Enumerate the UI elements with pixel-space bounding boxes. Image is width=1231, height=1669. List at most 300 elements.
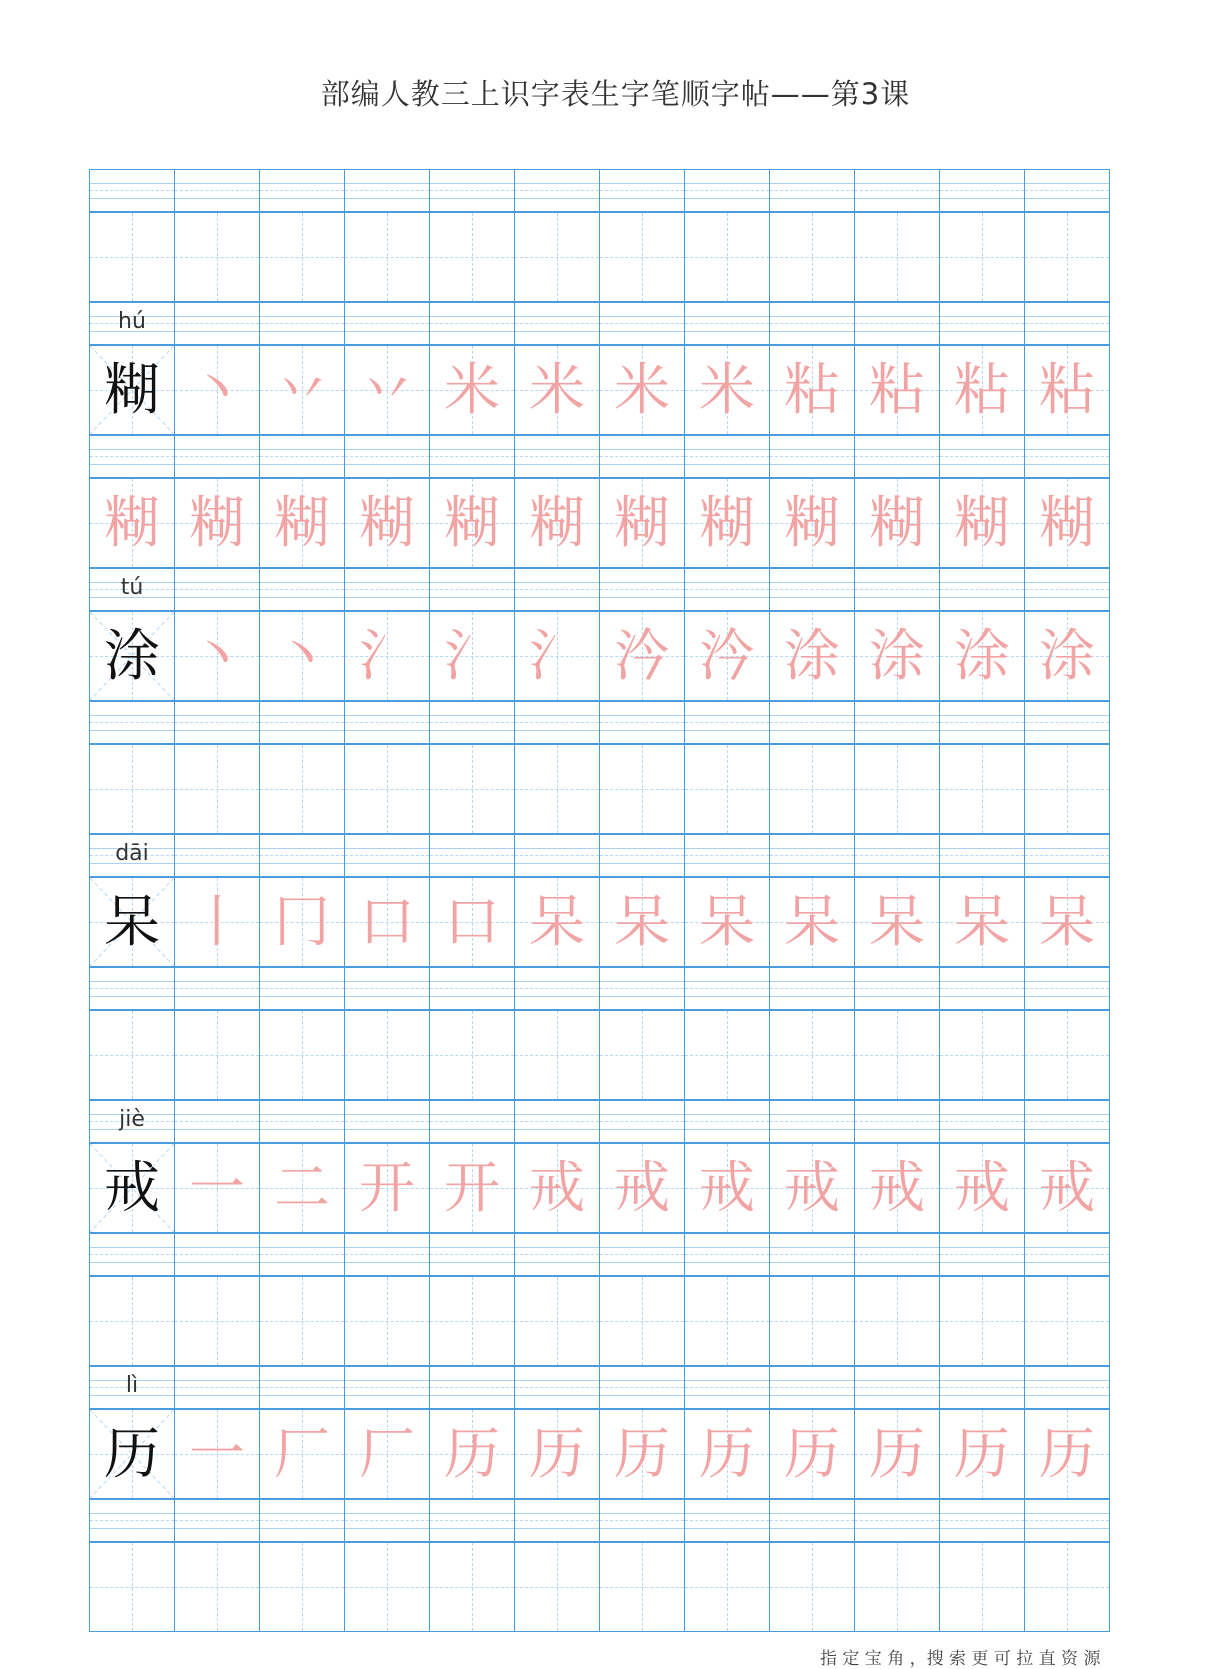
footer-note: 指 定 宝 角 ，搜 索 更 可 拉 直 资 源 (820, 1649, 1101, 1669)
tianzige-cell[interactable] (854, 877, 940, 967)
stroke-step-character: 丷 (274, 358, 330, 423)
tianzige-cell[interactable] (769, 345, 855, 435)
tianzige-cell[interactable] (259, 1276, 345, 1366)
tianzige-cell[interactable] (684, 744, 770, 834)
pinyin-cell (769, 1233, 855, 1276)
tianzige-cell[interactable] (344, 1010, 430, 1100)
pinyin-cell (259, 1499, 345, 1542)
tianzige-cell[interactable] (514, 1409, 600, 1499)
pinyin-row (90, 1367, 1132, 1410)
tianzige-cell[interactable] (599, 345, 685, 435)
pinyin-cell (344, 435, 430, 478)
practice-grid (90, 170, 1132, 1633)
tianzige-cell[interactable] (344, 1409, 430, 1499)
tianzige-cell[interactable] (939, 1276, 1025, 1366)
tianzige-cell[interactable] (854, 744, 940, 834)
stroke-step-character: 历 (1039, 1422, 1095, 1487)
stroke-step-character: 历 (699, 1422, 755, 1487)
page-title: 部编人教三上识字表生字笔顺字帖——第3课 (320, 77, 911, 111)
stroke-step-character: 丷 (359, 358, 415, 423)
practice-row (90, 1277, 1132, 1367)
pinyin-cell (684, 701, 770, 744)
trace-character: 糊 (529, 491, 585, 556)
stroke-step-character: 米 (529, 358, 585, 423)
pinyin-cell (89, 435, 175, 478)
tianzige-cell[interactable] (854, 1143, 940, 1233)
tianzige-cell[interactable] (429, 345, 515, 435)
tianzige-cell[interactable] (514, 345, 600, 435)
tianzige-cell[interactable] (514, 1542, 600, 1632)
stroke-step-character: 戒 (614, 1156, 670, 1221)
stroke-step-character: 口 (444, 890, 500, 955)
pinyin-cell (259, 1366, 345, 1409)
tianzige-cell[interactable] (344, 744, 430, 834)
tianzige-cell[interactable] (174, 212, 260, 302)
tianzige-cell[interactable] (89, 1143, 175, 1233)
tianzige-cell[interactable] (769, 478, 855, 568)
stroke-step-character: 呆 (1039, 890, 1095, 955)
practice-row (90, 479, 1132, 569)
pinyin-cell (1024, 834, 1110, 877)
tianzige-cell[interactable] (514, 1143, 600, 1233)
tianzige-cell[interactable] (769, 1409, 855, 1499)
tianzige-cell[interactable] (854, 1409, 940, 1499)
tianzige-cell[interactable] (89, 1010, 175, 1100)
pinyin-cell (429, 169, 515, 212)
tianzige-cell[interactable] (769, 1143, 855, 1233)
pinyin-cell (344, 701, 430, 744)
pinyin-cell (769, 169, 855, 212)
stroke-step-character: 戒 (784, 1156, 840, 1221)
tianzige-cell[interactable] (174, 877, 260, 967)
tianzige-cell[interactable] (89, 345, 175, 435)
pinyin-cell (769, 701, 855, 744)
pinyin-cell (429, 435, 515, 478)
model-character: 涂 (104, 624, 160, 689)
tianzige-cell[interactable] (684, 212, 770, 302)
tianzige-cell[interactable] (89, 212, 175, 302)
pinyin-row (90, 170, 1132, 213)
tianzige-cell[interactable] (769, 212, 855, 302)
tianzige-cell[interactable] (684, 877, 770, 967)
pinyin-cell (854, 1499, 940, 1542)
pinyin-cell (89, 1233, 175, 1276)
pinyin-cell (599, 834, 685, 877)
practice-row (90, 745, 1132, 835)
pinyin-cell (89, 967, 175, 1010)
pinyin-cell (939, 967, 1025, 1010)
stroke-step-character: 汵 (699, 624, 755, 689)
pinyin-cell (684, 169, 770, 212)
pinyin-cell (514, 967, 600, 1010)
pinyin-cell (174, 169, 260, 212)
tianzige-cell[interactable] (684, 611, 770, 701)
pinyin-cell (599, 568, 685, 611)
tianzige-cell[interactable] (429, 1409, 515, 1499)
tianzige-cell[interactable] (259, 1409, 345, 1499)
tianzige-cell[interactable] (429, 611, 515, 701)
pinyin-cell (769, 1100, 855, 1143)
tianzige-cell[interactable] (174, 744, 260, 834)
tianzige-cell[interactable] (344, 478, 430, 568)
tianzige-cell[interactable] (174, 1276, 260, 1366)
tianzige-cell[interactable] (344, 1542, 430, 1632)
stroke-step-character: 冂 (274, 890, 330, 955)
stroke-step-character: 氵 (444, 624, 500, 689)
tianzige-cell[interactable] (939, 1542, 1025, 1632)
stroke-step-character: 历 (529, 1422, 585, 1487)
tianzige-cell[interactable] (769, 1010, 855, 1100)
pinyin-row (90, 968, 1132, 1011)
pinyin-cell (89, 701, 175, 744)
tianzige-cell[interactable] (259, 478, 345, 568)
tianzige-cell[interactable] (1024, 1409, 1110, 1499)
stroke-step-character: 开 (444, 1156, 500, 1221)
pinyin-cell (344, 834, 430, 877)
tianzige-cell[interactable] (429, 744, 515, 834)
tianzige-cell[interactable] (514, 1010, 600, 1100)
tianzige-cell[interactable] (769, 744, 855, 834)
stroke-step-character: 历 (784, 1422, 840, 1487)
pinyin-row (90, 702, 1132, 745)
pinyin-cell (769, 568, 855, 611)
pinyin-cell (344, 1366, 430, 1409)
tianzige-cell[interactable] (89, 1542, 175, 1632)
tianzige-cell[interactable] (684, 345, 770, 435)
tianzige-cell[interactable] (599, 1409, 685, 1499)
pinyin-cell (514, 1100, 600, 1143)
tianzige-cell[interactable] (854, 345, 940, 435)
trace-character: 糊 (699, 491, 755, 556)
tianzige-cell[interactable] (684, 1143, 770, 1233)
stroke-step-character: 丶 (274, 624, 330, 689)
trace-character: 糊 (1039, 491, 1095, 556)
pinyin-cell (259, 1233, 345, 1276)
tianzige-cell[interactable] (429, 1276, 515, 1366)
stroke-step-character: 粘 (1039, 358, 1095, 423)
pinyin-cell (429, 701, 515, 744)
pinyin-cell (769, 302, 855, 345)
stroke-step-character: 呆 (529, 890, 585, 955)
pinyin-row (90, 569, 1132, 612)
tianzige-cell[interactable] (854, 611, 940, 701)
pinyin-cell (599, 1100, 685, 1143)
tianzige-cell[interactable] (514, 212, 600, 302)
pinyin-cell (939, 435, 1025, 478)
pinyin-cell (854, 967, 940, 1010)
stroke-step-character: 戒 (529, 1156, 585, 1221)
tianzige-cell[interactable] (1024, 1010, 1110, 1100)
pinyin-cell (939, 1366, 1025, 1409)
pinyin-cell (429, 302, 515, 345)
tianzige-cell[interactable] (684, 1276, 770, 1366)
tianzige-cell[interactable] (89, 611, 175, 701)
pinyin-cell (344, 967, 430, 1010)
tianzige-cell[interactable] (259, 212, 345, 302)
stroke-step-character: 历 (954, 1422, 1010, 1487)
pinyin-cell (769, 967, 855, 1010)
tianzige-cell[interactable] (599, 212, 685, 302)
stroke-step-character: 粘 (869, 358, 925, 423)
pinyin-cell (514, 1233, 600, 1276)
tianzige-cell[interactable] (599, 877, 685, 967)
pinyin-cell (89, 568, 175, 611)
pinyin-cell (174, 1100, 260, 1143)
pinyin-cell (769, 1366, 855, 1409)
pinyin-label: jiè (119, 1107, 145, 1132)
pinyin-cell (259, 568, 345, 611)
pinyin-cell (259, 967, 345, 1010)
pinyin-label: lì (125, 1373, 139, 1398)
pinyin-cell (514, 435, 600, 478)
pinyin-cell (89, 1366, 175, 1409)
pinyin-cell (89, 1499, 175, 1542)
tianzige-cell[interactable] (599, 744, 685, 834)
tianzige-cell[interactable] (599, 1542, 685, 1632)
tianzige-cell[interactable] (1024, 1276, 1110, 1366)
stroke-step-character: 开 (359, 1156, 415, 1221)
tianzige-cell[interactable] (429, 1542, 515, 1632)
tianzige-cell[interactable] (599, 611, 685, 701)
tianzige-cell[interactable] (684, 1542, 770, 1632)
tianzige-cell[interactable] (429, 1010, 515, 1100)
tianzige-cell[interactable] (769, 877, 855, 967)
tianzige-cell[interactable] (429, 212, 515, 302)
tianzige-cell[interactable] (939, 1010, 1025, 1100)
pinyin-cell (939, 1233, 1025, 1276)
pinyin-cell (854, 1100, 940, 1143)
tianzige-cell[interactable] (1024, 1542, 1110, 1632)
tianzige-cell[interactable] (89, 877, 175, 967)
tianzige-cell[interactable] (174, 478, 260, 568)
trace-character: 糊 (954, 491, 1010, 556)
tianzige-cell[interactable] (174, 1409, 260, 1499)
pinyin-cell (854, 701, 940, 744)
tianzige-cell[interactable] (259, 877, 345, 967)
tianzige-cell[interactable] (259, 1542, 345, 1632)
pinyin-cell (259, 701, 345, 744)
pinyin-cell (854, 1366, 940, 1409)
tianzige-cell[interactable] (939, 744, 1025, 834)
tianzige-cell[interactable] (429, 877, 515, 967)
tianzige-cell[interactable] (684, 478, 770, 568)
pinyin-cell (514, 834, 600, 877)
tianzige-cell[interactable] (89, 744, 175, 834)
stroke-step-character: 米 (699, 358, 755, 423)
pinyin-cell (429, 834, 515, 877)
pinyin-cell (344, 169, 430, 212)
tianzige-cell[interactable] (684, 1010, 770, 1100)
pinyin-row (90, 436, 1132, 479)
model-character: 戒 (104, 1156, 160, 1221)
pinyin-cell (1024, 435, 1110, 478)
tianzige-cell[interactable] (1024, 212, 1110, 302)
pinyin-cell (174, 1233, 260, 1276)
pinyin-cell (599, 701, 685, 744)
tianzige-cell[interactable] (939, 611, 1025, 701)
pinyin-cell (174, 834, 260, 877)
pinyin-cell (769, 1499, 855, 1542)
trace-character: 糊 (189, 491, 245, 556)
tianzige-cell[interactable] (174, 611, 260, 701)
stroke-step-character: 戒 (869, 1156, 925, 1221)
tianzige-cell[interactable] (514, 1276, 600, 1366)
pinyin-cell (429, 967, 515, 1010)
tianzige-cell[interactable] (769, 1542, 855, 1632)
tianzige-cell[interactable] (684, 1409, 770, 1499)
trace-character: 糊 (614, 491, 670, 556)
stroke-step-character: 丶 (189, 358, 245, 423)
pinyin-cell (89, 169, 175, 212)
tianzige-cell[interactable] (769, 1276, 855, 1366)
pinyin-row (90, 303, 1132, 346)
tianzige-cell[interactable] (939, 1409, 1025, 1499)
pinyin-cell (684, 1499, 770, 1542)
pinyin-cell (429, 1499, 515, 1542)
tianzige-cell[interactable] (259, 1143, 345, 1233)
pinyin-cell (1024, 1100, 1110, 1143)
stroke-step-character: 呆 (614, 890, 670, 955)
stroke-step-character: 呆 (699, 890, 755, 955)
pinyin-cell (344, 1499, 430, 1542)
pinyin-cell (1024, 967, 1110, 1010)
stroke-step-character: 厂 (274, 1422, 330, 1487)
pinyin-label: dāi (115, 841, 149, 866)
pinyin-cell (344, 1233, 430, 1276)
stroke-step-character: 汵 (614, 624, 670, 689)
pinyin-cell (599, 1366, 685, 1409)
tianzige-cell[interactable] (599, 1276, 685, 1366)
stroke-step-character: 呆 (784, 890, 840, 955)
tianzige-cell[interactable] (599, 1143, 685, 1233)
pinyin-cell (854, 435, 940, 478)
trace-character: 糊 (104, 491, 160, 556)
tianzige-cell[interactable] (854, 212, 940, 302)
stroke-step-character: 粘 (784, 358, 840, 423)
pinyin-row (90, 1500, 1132, 1543)
pinyin-cell (514, 1366, 600, 1409)
tianzige-cell[interactable] (344, 212, 430, 302)
tianzige-cell[interactable] (1024, 478, 1110, 568)
tianzige-cell[interactable] (259, 345, 345, 435)
pinyin-cell (259, 169, 345, 212)
tianzige-cell[interactable] (89, 478, 175, 568)
pinyin-cell (259, 834, 345, 877)
pinyin-cell (684, 302, 770, 345)
tianzige-cell[interactable] (344, 1143, 430, 1233)
tianzige-cell[interactable] (939, 478, 1025, 568)
stroke-step-character: 丨 (189, 890, 245, 955)
tianzige-cell[interactable] (1024, 345, 1110, 435)
tianzige-cell[interactable] (514, 478, 600, 568)
tianzige-cell[interactable] (259, 1010, 345, 1100)
pinyin-cell (89, 302, 175, 345)
tianzige-cell[interactable] (939, 1143, 1025, 1233)
pinyin-cell (174, 1366, 260, 1409)
model-character: 糊 (104, 358, 160, 423)
tianzige-cell[interactable] (769, 611, 855, 701)
pinyin-cell (1024, 302, 1110, 345)
tianzige-cell[interactable] (174, 1542, 260, 1632)
tianzige-cell[interactable] (854, 1010, 940, 1100)
pinyin-cell (684, 1233, 770, 1276)
tianzige-cell[interactable] (174, 1010, 260, 1100)
tianzige-cell[interactable] (939, 877, 1025, 967)
pinyin-cell (1024, 1366, 1110, 1409)
tianzige-cell[interactable] (939, 212, 1025, 302)
tianzige-cell[interactable] (854, 1276, 940, 1366)
stroke-step-character: 粘 (954, 358, 1010, 423)
pinyin-label: tú (120, 575, 144, 600)
tianzige-cell[interactable] (514, 744, 600, 834)
stroke-step-character: 戒 (699, 1156, 755, 1221)
pinyin-cell (174, 1499, 260, 1542)
pinyin-cell (854, 834, 940, 877)
pinyin-cell (684, 435, 770, 478)
pinyin-cell (174, 568, 260, 611)
stroke-step-character: 戒 (1039, 1156, 1095, 1221)
tianzige-cell[interactable] (514, 877, 600, 967)
pinyin-cell (174, 701, 260, 744)
tianzige-cell[interactable] (1024, 744, 1110, 834)
stroke-step-character: 呆 (869, 890, 925, 955)
tianzige-cell[interactable] (939, 345, 1025, 435)
pinyin-cell (429, 1100, 515, 1143)
stroke-order-row (90, 1410, 1132, 1500)
tianzige-cell[interactable] (344, 611, 430, 701)
pinyin-cell (429, 1233, 515, 1276)
tianzige-cell[interactable] (1024, 1143, 1110, 1233)
stroke-step-character: 戒 (954, 1156, 1010, 1221)
tianzige-cell[interactable] (174, 1143, 260, 1233)
tianzige-cell[interactable] (344, 1276, 430, 1366)
stroke-step-character: 一 (189, 1156, 245, 1221)
tianzige-cell[interactable] (259, 744, 345, 834)
tianzige-cell[interactable] (854, 1542, 940, 1632)
pinyin-cell (854, 302, 940, 345)
pinyin-cell (1024, 1499, 1110, 1542)
pinyin-cell (344, 302, 430, 345)
stroke-order-row (90, 612, 1132, 702)
pinyin-cell (684, 1366, 770, 1409)
pinyin-cell (429, 568, 515, 611)
tianzige-cell[interactable] (174, 345, 260, 435)
tianzige-cell[interactable] (1024, 611, 1110, 701)
pinyin-row (90, 835, 1132, 878)
tianzige-cell[interactable] (1024, 877, 1110, 967)
stroke-step-character: 历 (444, 1422, 500, 1487)
stroke-step-character: 米 (614, 358, 670, 423)
tianzige-cell[interactable] (514, 611, 600, 701)
tianzige-cell[interactable] (344, 877, 430, 967)
trace-character: 糊 (869, 491, 925, 556)
tianzige-cell[interactable] (429, 478, 515, 568)
tianzige-cell[interactable] (854, 478, 940, 568)
tianzige-cell[interactable] (599, 1010, 685, 1100)
tianzige-cell[interactable] (429, 1143, 515, 1233)
pinyin-cell (1024, 568, 1110, 611)
tianzige-cell[interactable] (344, 345, 430, 435)
tianzige-cell[interactable] (89, 1409, 175, 1499)
pinyin-cell (514, 302, 600, 345)
tianzige-cell[interactable] (89, 1276, 175, 1366)
tianzige-cell[interactable] (599, 478, 685, 568)
stroke-step-character: 二 (274, 1156, 330, 1221)
tianzige-cell[interactable] (259, 611, 345, 701)
model-character: 历 (104, 1422, 160, 1487)
pinyin-cell (1024, 701, 1110, 744)
pinyin-cell (684, 1100, 770, 1143)
